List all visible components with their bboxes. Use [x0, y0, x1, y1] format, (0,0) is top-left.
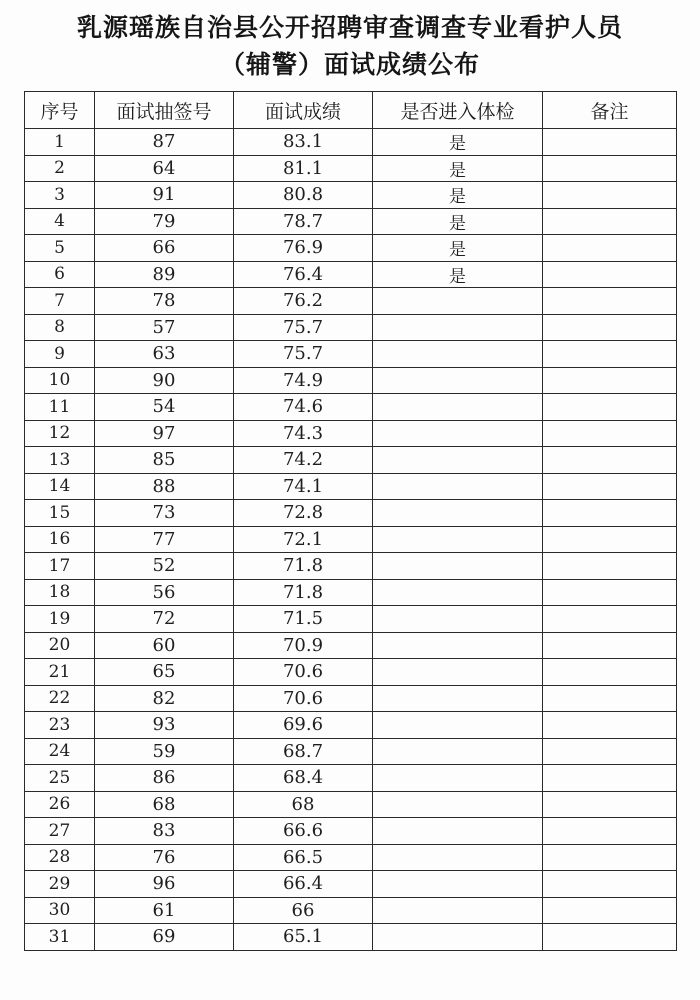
cell-draw-number: 88	[95, 473, 234, 500]
cell-remarks	[543, 314, 677, 341]
cell-seq: 18	[25, 579, 95, 606]
cell-draw-number: 68	[95, 791, 234, 818]
cell-draw-number: 97	[95, 420, 234, 447]
cell-seq: 21	[25, 659, 95, 686]
cell-draw-number: 90	[95, 367, 234, 394]
cell-remarks	[543, 500, 677, 527]
table-row	[25, 765, 677, 792]
cell-physical-exam	[373, 765, 543, 792]
cell-remarks	[543, 182, 677, 209]
cell-remarks	[543, 341, 677, 368]
cell-physical-exam: 是	[373, 155, 543, 182]
cell-remarks	[543, 818, 677, 845]
header-draw-number: 面试抽签号	[95, 92, 234, 129]
table-row	[25, 659, 677, 686]
cell-draw-number: 86	[95, 765, 234, 792]
cell-interview-score: 70.6	[234, 685, 373, 712]
cell-physical-exam	[373, 288, 543, 315]
cell-interview-score: 74.9	[234, 367, 373, 394]
cell-draw-number: 57	[95, 314, 234, 341]
cell-draw-number: 77	[95, 526, 234, 553]
cell-draw-number: 54	[95, 394, 234, 421]
cell-interview-score: 78.7	[234, 208, 373, 235]
table-row	[25, 473, 677, 500]
cell-interview-score: 76.9	[234, 235, 373, 262]
cell-remarks	[543, 155, 677, 182]
cell-draw-number: 52	[95, 553, 234, 580]
table-row	[25, 500, 677, 527]
cell-remarks	[543, 844, 677, 871]
table-row	[25, 553, 677, 580]
cell-draw-number: 65	[95, 659, 234, 686]
cell-physical-exam	[373, 447, 543, 474]
cell-draw-number: 56	[95, 579, 234, 606]
table-row	[25, 712, 677, 739]
cell-seq: 8	[25, 314, 95, 341]
table-row	[25, 738, 677, 765]
table-row	[25, 606, 677, 633]
cell-remarks	[543, 632, 677, 659]
cell-seq: 16	[25, 526, 95, 553]
table-row	[25, 791, 677, 818]
cell-interview-score: 72.8	[234, 500, 373, 527]
cell-physical-exam	[373, 341, 543, 368]
cell-seq: 30	[25, 897, 95, 924]
cell-interview-score: 72.1	[234, 526, 373, 553]
cell-interview-score: 66.5	[234, 844, 373, 871]
cell-remarks	[543, 235, 677, 262]
cell-seq: 11	[25, 394, 95, 421]
cell-interview-score: 68.7	[234, 738, 373, 765]
table-header-row	[25, 92, 677, 129]
table-row	[25, 447, 677, 474]
cell-physical-exam	[373, 712, 543, 739]
cell-seq: 17	[25, 553, 95, 580]
cell-draw-number: 83	[95, 818, 234, 845]
table-row	[25, 341, 677, 368]
cell-draw-number: 60	[95, 632, 234, 659]
cell-draw-number: 73	[95, 500, 234, 527]
cell-remarks	[543, 738, 677, 765]
cell-remarks	[543, 288, 677, 315]
cell-seq: 10	[25, 367, 95, 394]
cell-interview-score: 74.1	[234, 473, 373, 500]
table-row	[25, 394, 677, 421]
cell-interview-score: 74.2	[234, 447, 373, 474]
table-row	[25, 526, 677, 553]
cell-draw-number: 69	[95, 924, 234, 951]
cell-draw-number: 79	[95, 208, 234, 235]
cell-physical-exam	[373, 606, 543, 633]
cell-draw-number: 93	[95, 712, 234, 739]
cell-remarks	[543, 685, 677, 712]
cell-remarks	[543, 579, 677, 606]
cell-interview-score: 68	[234, 791, 373, 818]
cell-remarks	[543, 526, 677, 553]
cell-remarks	[543, 261, 677, 288]
cell-physical-exam	[373, 367, 543, 394]
table-row	[25, 871, 677, 898]
cell-draw-number: 63	[95, 341, 234, 368]
table-body	[25, 129, 677, 951]
header-physical-exam: 是否进入体检	[373, 92, 543, 129]
cell-draw-number: 91	[95, 182, 234, 209]
cell-interview-score: 80.8	[234, 182, 373, 209]
cell-remarks	[543, 712, 677, 739]
cell-interview-score: 81.1	[234, 155, 373, 182]
header-seq: 序号	[25, 92, 95, 129]
cell-interview-score: 76.2	[234, 288, 373, 315]
cell-remarks	[543, 924, 677, 951]
cell-seq: 31	[25, 924, 95, 951]
cell-seq: 23	[25, 712, 95, 739]
cell-seq: 27	[25, 818, 95, 845]
cell-interview-score: 74.6	[234, 394, 373, 421]
cell-seq: 19	[25, 606, 95, 633]
cell-draw-number: 72	[95, 606, 234, 633]
cell-seq: 3	[25, 182, 95, 209]
table-row	[25, 685, 677, 712]
cell-interview-score: 71.5	[234, 606, 373, 633]
cell-draw-number: 66	[95, 235, 234, 262]
cell-remarks	[543, 765, 677, 792]
cell-remarks	[543, 129, 677, 156]
table-row	[25, 129, 677, 156]
cell-physical-exam	[373, 685, 543, 712]
cell-physical-exam	[373, 394, 543, 421]
cell-interview-score: 74.3	[234, 420, 373, 447]
cell-interview-score: 75.7	[234, 341, 373, 368]
cell-interview-score: 66.6	[234, 818, 373, 845]
cell-physical-exam: 是	[373, 235, 543, 262]
cell-remarks	[543, 208, 677, 235]
cell-interview-score: 65.1	[234, 924, 373, 951]
cell-physical-exam	[373, 924, 543, 951]
cell-physical-exam	[373, 314, 543, 341]
cell-seq: 6	[25, 261, 95, 288]
cell-seq: 14	[25, 473, 95, 500]
cell-seq: 26	[25, 791, 95, 818]
cell-seq: 15	[25, 500, 95, 527]
cell-seq: 13	[25, 447, 95, 474]
cell-seq: 20	[25, 632, 95, 659]
cell-physical-exam	[373, 844, 543, 871]
table-row	[25, 155, 677, 182]
cell-physical-exam: 是	[373, 129, 543, 156]
cell-physical-exam	[373, 897, 543, 924]
cell-seq: 29	[25, 871, 95, 898]
table-row	[25, 897, 677, 924]
cell-seq: 12	[25, 420, 95, 447]
cell-seq: 2	[25, 155, 95, 182]
cell-remarks	[543, 420, 677, 447]
cell-remarks	[543, 606, 677, 633]
cell-draw-number: 78	[95, 288, 234, 315]
cell-interview-score: 69.6	[234, 712, 373, 739]
cell-interview-score: 68.4	[234, 765, 373, 792]
table-row	[25, 314, 677, 341]
cell-physical-exam	[373, 579, 543, 606]
cell-remarks	[543, 659, 677, 686]
header-interview-score: 面试成绩	[234, 92, 373, 129]
cell-physical-exam	[373, 818, 543, 845]
cell-draw-number: 82	[95, 685, 234, 712]
interview-results-table	[24, 91, 677, 951]
table-row	[25, 367, 677, 394]
cell-interview-score: 70.6	[234, 659, 373, 686]
table-row	[25, 182, 677, 209]
document-title-line-1: 乳源瑶族自治县公开招聘审查调查专业看护人员	[76, 13, 623, 42]
cell-draw-number: 87	[95, 129, 234, 156]
cell-seq: 7	[25, 288, 95, 315]
table-row	[25, 235, 677, 262]
cell-draw-number: 64	[95, 155, 234, 182]
cell-interview-score: 71.8	[234, 553, 373, 580]
cell-remarks	[543, 447, 677, 474]
cell-remarks	[543, 553, 677, 580]
cell-physical-exam	[373, 632, 543, 659]
cell-physical-exam	[373, 473, 543, 500]
cell-interview-score: 83.1	[234, 129, 373, 156]
cell-interview-score: 76.4	[234, 261, 373, 288]
cell-physical-exam: 是	[373, 208, 543, 235]
cell-physical-exam	[373, 738, 543, 765]
cell-physical-exam	[373, 871, 543, 898]
cell-interview-score: 70.9	[234, 632, 373, 659]
cell-draw-number: 89	[95, 261, 234, 288]
cell-seq: 24	[25, 738, 95, 765]
cell-remarks	[543, 473, 677, 500]
table-row	[25, 844, 677, 871]
cell-remarks	[543, 791, 677, 818]
cell-remarks	[543, 367, 677, 394]
cell-remarks	[543, 871, 677, 898]
cell-remarks	[543, 394, 677, 421]
cell-remarks	[543, 897, 677, 924]
cell-seq: 9	[25, 341, 95, 368]
cell-physical-exam: 是	[373, 261, 543, 288]
cell-physical-exam	[373, 526, 543, 553]
cell-interview-score: 66	[234, 897, 373, 924]
table-row	[25, 261, 677, 288]
cell-draw-number: 61	[95, 897, 234, 924]
document-title-line-2: （辅警）面试成绩公布	[219, 50, 480, 79]
cell-seq: 4	[25, 208, 95, 235]
table-row	[25, 420, 677, 447]
table-row	[25, 288, 677, 315]
cell-interview-score: 75.7	[234, 314, 373, 341]
table-row	[25, 632, 677, 659]
cell-draw-number: 59	[95, 738, 234, 765]
cell-seq: 28	[25, 844, 95, 871]
table-row	[25, 208, 677, 235]
cell-seq: 22	[25, 685, 95, 712]
cell-physical-exam	[373, 553, 543, 580]
cell-interview-score: 66.4	[234, 871, 373, 898]
table-row	[25, 924, 677, 951]
cell-physical-exam	[373, 500, 543, 527]
table-row	[25, 579, 677, 606]
cell-seq: 5	[25, 235, 95, 262]
cell-draw-number: 76	[95, 844, 234, 871]
cell-seq: 25	[25, 765, 95, 792]
table-row	[25, 818, 677, 845]
cell-interview-score: 71.8	[234, 579, 373, 606]
cell-draw-number: 85	[95, 447, 234, 474]
cell-physical-exam	[373, 420, 543, 447]
cell-seq: 1	[25, 129, 95, 156]
header-remarks: 备注	[543, 92, 677, 129]
cell-draw-number: 96	[95, 871, 234, 898]
cell-physical-exam	[373, 791, 543, 818]
cell-physical-exam	[373, 659, 543, 686]
cell-physical-exam: 是	[373, 182, 543, 209]
